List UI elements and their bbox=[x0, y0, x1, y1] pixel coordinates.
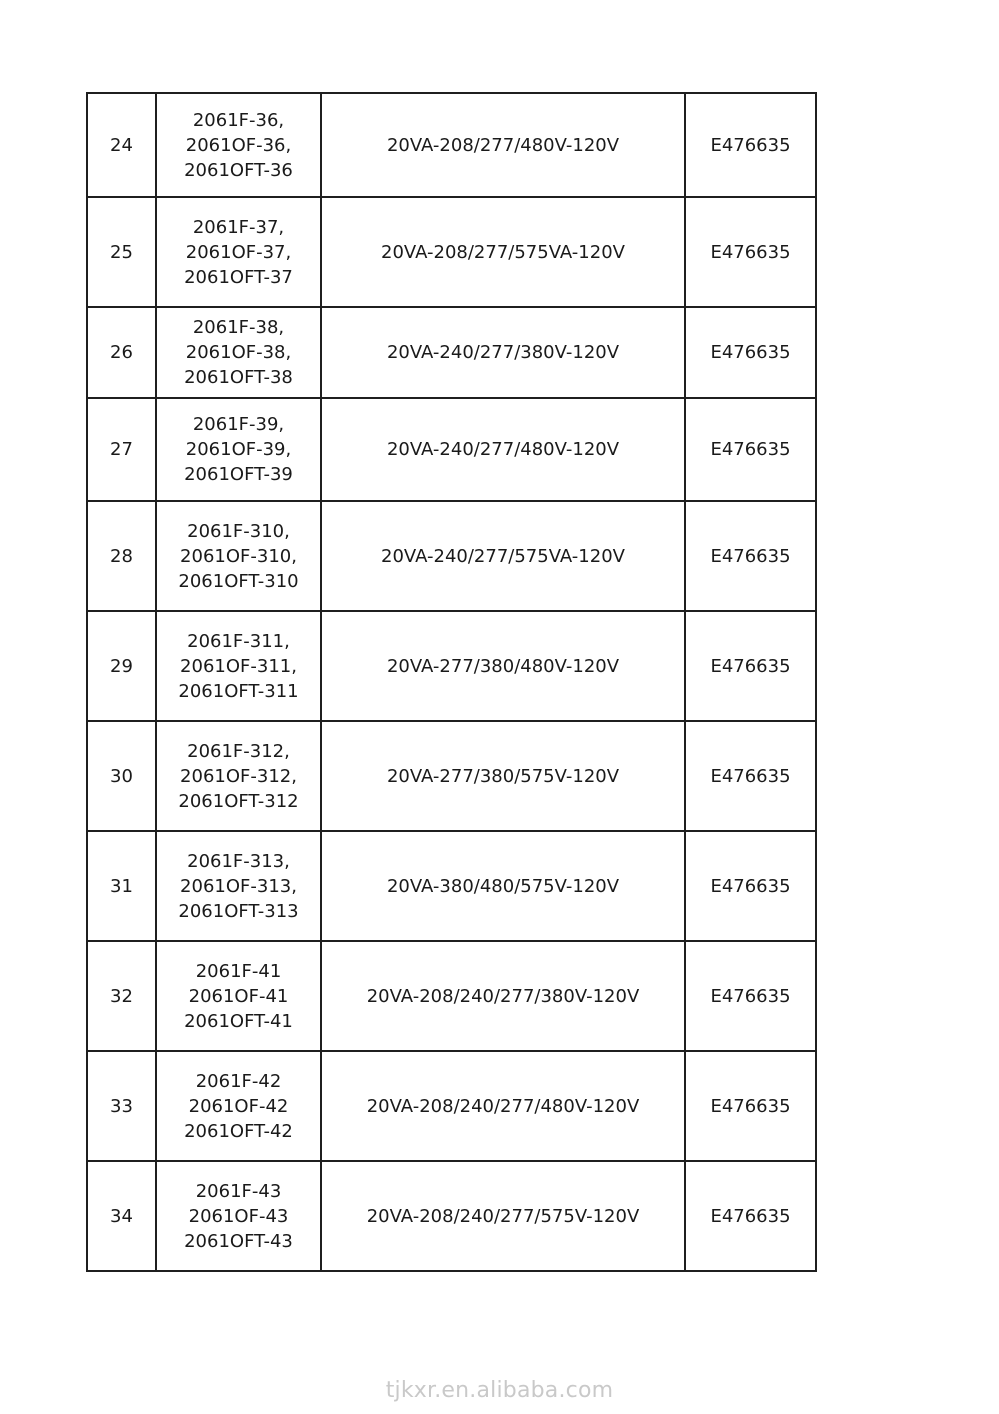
model-line: 2061OF-310, bbox=[180, 545, 297, 567]
rating-cell: 20VA-240/277/380V-120V bbox=[321, 307, 685, 398]
rating-cell: 20VA-208/240/277/380V-120V bbox=[321, 941, 685, 1051]
model-numbers bbox=[156, 611, 321, 721]
row-number: 30 bbox=[87, 721, 156, 831]
rating-cell: 20VA-277/380/480V-120V bbox=[321, 611, 685, 721]
model-line: 2061F-310, bbox=[187, 520, 290, 542]
file-number: E476635 bbox=[685, 721, 816, 831]
rating-cell: 20VA-240/277/575VA-120V bbox=[321, 501, 685, 611]
row-number: 29 bbox=[87, 611, 156, 721]
model-line: 2061F-313, bbox=[187, 850, 290, 872]
file-number: E476635 bbox=[685, 611, 816, 721]
file-number: E476635 bbox=[685, 197, 816, 307]
file-number: E476635 bbox=[685, 941, 816, 1051]
file-number: E476635 bbox=[685, 398, 816, 501]
watermark: tjkxr.en.alibaba.com bbox=[385, 1378, 614, 1403]
model-numbers bbox=[156, 197, 321, 307]
model-line: 2061F-38, bbox=[192, 317, 285, 338]
row-number: 32 bbox=[87, 941, 156, 1051]
model-line: 2061OF-39, bbox=[185, 439, 292, 460]
file-number: E476635 bbox=[685, 501, 816, 611]
table-row bbox=[87, 501, 816, 611]
row-number: 31 bbox=[87, 831, 156, 941]
table-row bbox=[87, 721, 816, 831]
model-numbers bbox=[156, 831, 321, 941]
model-numbers bbox=[156, 941, 321, 1051]
rating-cell: 20VA-208/240/277/480V-120V bbox=[321, 1051, 685, 1161]
file-number: E476635 bbox=[685, 1161, 816, 1271]
file-number: E476635 bbox=[685, 93, 816, 197]
model-line: 2061F-43 bbox=[195, 1180, 282, 1202]
model-line: 2061OF-41 bbox=[188, 985, 289, 1007]
model-line: 2061OF-38, bbox=[185, 342, 292, 363]
model-numbers bbox=[156, 1161, 321, 1271]
table-row bbox=[87, 1161, 816, 1271]
model-line: 2061F-42 bbox=[195, 1070, 282, 1092]
model-line: 2061OFT-313 bbox=[178, 900, 299, 922]
model-line: 2061F-36, bbox=[192, 109, 285, 131]
row-number: 27 bbox=[87, 398, 156, 501]
model-line: 2061OF-311, bbox=[180, 655, 297, 677]
model-line: 2061F-312, bbox=[187, 740, 290, 762]
model-line: 2061OFT-310 bbox=[178, 570, 299, 592]
rating-cell: 20VA-380/480/575V-120V bbox=[321, 831, 685, 941]
model-numbers bbox=[156, 398, 321, 501]
model-line: 2061OFT-39 bbox=[184, 464, 293, 485]
model-numbers bbox=[156, 93, 321, 197]
row-number: 33 bbox=[87, 1051, 156, 1161]
table-row bbox=[87, 307, 816, 398]
rating-cell: 20VA-208/240/277/575V-120V bbox=[321, 1161, 685, 1271]
table-row bbox=[87, 197, 816, 307]
file-number: E476635 bbox=[685, 831, 816, 941]
table-row bbox=[87, 941, 816, 1051]
file-number: E476635 bbox=[685, 307, 816, 398]
model-line: 2061F-41 bbox=[195, 960, 282, 982]
model-numbers bbox=[156, 501, 321, 611]
table-row bbox=[87, 611, 816, 721]
row-number: 34 bbox=[87, 1161, 156, 1271]
row-number: 26 bbox=[87, 307, 156, 398]
table-body bbox=[87, 93, 816, 1271]
model-line: 2061OFT-42 bbox=[184, 1120, 293, 1142]
model-line: 2061OFT-36 bbox=[184, 159, 293, 181]
rating-cell: 20VA-277/380/575V-120V bbox=[321, 721, 685, 831]
model-numbers bbox=[156, 721, 321, 831]
model-numbers bbox=[156, 307, 321, 398]
model-line: 2061F-39, bbox=[192, 414, 285, 435]
model-line: 2061OF-42 bbox=[188, 1095, 289, 1117]
model-line: 2061OFT-38 bbox=[184, 367, 293, 388]
certification-table bbox=[86, 92, 817, 1272]
table-row bbox=[87, 831, 816, 941]
model-line: 2061OFT-37 bbox=[184, 266, 293, 288]
model-line: 2061OF-36, bbox=[185, 134, 292, 156]
row-number: 25 bbox=[87, 197, 156, 307]
model-line: 2061OF-43 bbox=[188, 1205, 289, 1227]
model-line: 2061OFT-41 bbox=[184, 1010, 293, 1032]
model-line: 2061OF-313, bbox=[180, 875, 297, 897]
model-numbers bbox=[156, 1051, 321, 1161]
table-row bbox=[87, 1051, 816, 1161]
model-line: 2061OF-312, bbox=[180, 765, 297, 787]
model-line: 2061OFT-312 bbox=[178, 790, 299, 812]
file-number: E476635 bbox=[685, 1051, 816, 1161]
table-row bbox=[87, 93, 816, 197]
model-line: 2061OFT-43 bbox=[184, 1230, 293, 1252]
model-line: 2061F-37, bbox=[192, 216, 285, 238]
model-line: 2061F-311, bbox=[187, 630, 290, 652]
table-row bbox=[87, 398, 816, 501]
model-line: 2061OFT-311 bbox=[178, 680, 299, 702]
rating-cell: 20VA-208/277/575VA-120V bbox=[321, 197, 685, 307]
model-line: 2061OF-37, bbox=[185, 241, 292, 263]
rating-cell: 20VA-208/277/480V-120V bbox=[321, 93, 685, 197]
row-number: 28 bbox=[87, 501, 156, 611]
row-number: 24 bbox=[87, 93, 156, 197]
rating-cell: 20VA-240/277/480V-120V bbox=[321, 398, 685, 501]
